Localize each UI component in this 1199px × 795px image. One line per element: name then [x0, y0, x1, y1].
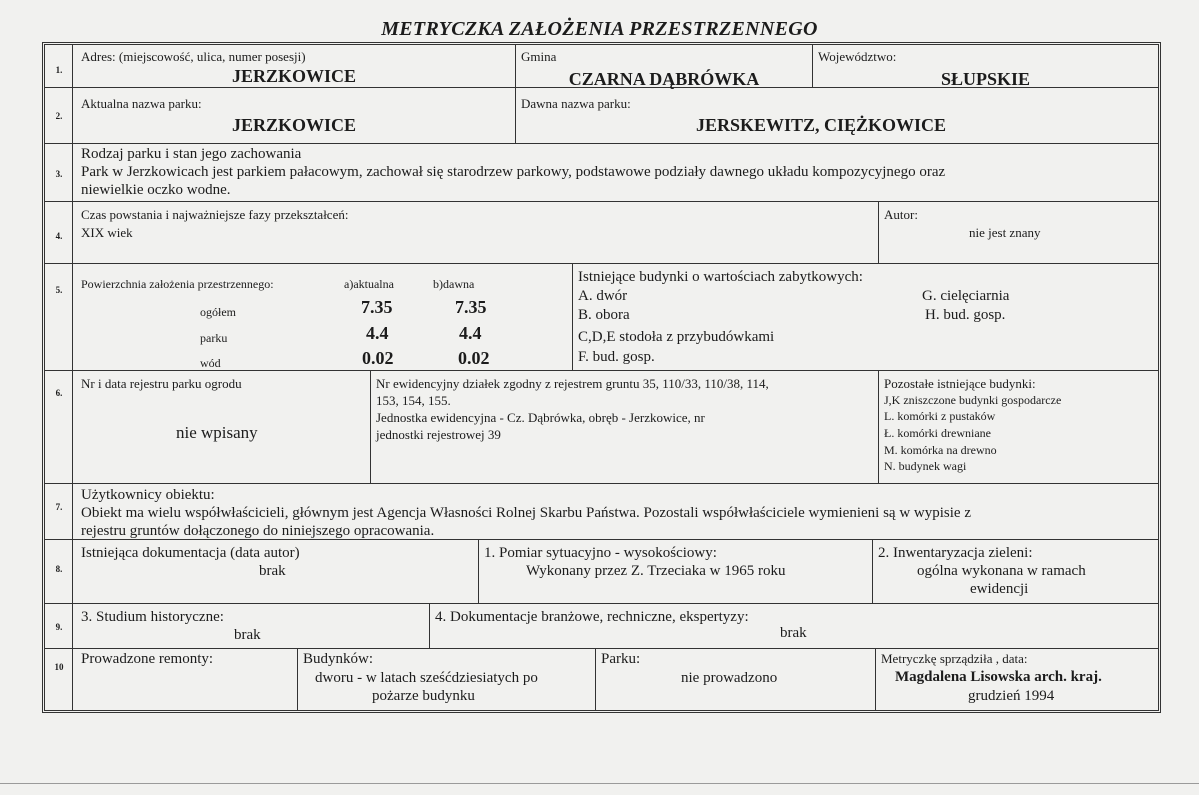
current-name-value: JERZKOWICE [231, 115, 357, 135]
row-number: 7. [55, 502, 63, 512]
area-value-former: 7.35 [455, 297, 487, 317]
column-divider [429, 603, 430, 648]
buildings-renovation-value: pożarze budynku [372, 688, 475, 704]
document-title: METRYCZKA ZAŁOŻENIA PRZESTRZENNEGO [381, 18, 818, 40]
historical-study-value: brak [234, 627, 261, 643]
area-value-former: 4.4 [459, 323, 482, 343]
parcel-text-line2: 153, 154, 155. [376, 393, 451, 408]
row-separator [45, 143, 1158, 144]
users-text-line1: Obiekt ma wielu współwłaścicieli, głównym jest Agencja Własności Rolnej Skarbu Państwa. Pozostali współwłaściciele wymienieni są w wypisie z [81, 505, 971, 521]
area-row-label: ogółem [200, 305, 236, 319]
historic-building-item: F. bud. gosp. [578, 349, 655, 365]
current-name-label: Aktualna nazwa parku: [81, 96, 202, 111]
area-column-a: a)aktualna [344, 277, 394, 291]
branch-docs-value: brak [780, 625, 807, 641]
row-number: 3. [55, 169, 63, 179]
greenery-inventory-label: 2. Inwentaryzacja zieleni: [878, 545, 1033, 561]
survey-value: Wykonany przez Z. Trzeciaka w 1965 roku [526, 563, 786, 579]
area-value-current: 0.02 [362, 348, 394, 368]
documentation-value: brak [259, 563, 286, 579]
row-number: 10 [54, 662, 64, 672]
prepared-by-date: grudzień 1994 [968, 688, 1055, 704]
former-name-label: Dawna nazwa parku: [521, 96, 631, 111]
period-label: Czas powstania i najważniejsze fazy przekształceń: [81, 207, 349, 222]
other-building-item: M. komórka na drewno [884, 443, 997, 457]
register-label: Nr i data rejestru parku ogrodu [81, 376, 242, 391]
parcel-text-line3: Jednostka ewidencyjna - Cz. Dąbrówka, obręb - Jerzkowice, nr [376, 410, 705, 425]
documentation-label: Istniejąca dokumentacja (data autor) [81, 545, 300, 561]
area-column-b: b)dawna [433, 277, 475, 291]
commune-label: Gmina [521, 49, 557, 64]
row-number: 6. [55, 388, 63, 398]
column-divider [878, 201, 879, 263]
users-text-line2: rejestru gruntów dołączonego do niniejszego opracowania. [81, 523, 435, 539]
parcel-text-line4: jednostki rejestrowej 39 [376, 427, 501, 442]
greenery-inventory-value: ewidencji [970, 581, 1029, 597]
author-label: Autor: [884, 207, 918, 222]
column-divider [875, 648, 876, 710]
column-divider [878, 370, 879, 483]
renovations-label: Prowadzone remonty: [81, 651, 214, 667]
column-divider [478, 539, 479, 603]
users-label: Użytkownicy obiektu: [81, 487, 215, 503]
former-name-value: JERSKEWITZ, CIĘŻKOWICE [696, 115, 947, 135]
row-number: 9. [55, 622, 63, 632]
other-building-item: L. komórki z pustaków [884, 409, 996, 423]
historic-building-item: A. dwór [578, 288, 628, 304]
area-value-former: 0.02 [458, 348, 490, 368]
prepared-by-label: Metryczkę sprządziła , data: [881, 651, 1028, 666]
row-number: 4. [55, 231, 63, 241]
buildings-renovation-label: Budynków: [303, 651, 374, 667]
row-separator [45, 201, 1158, 202]
record-table [42, 42, 1161, 713]
prepared-by-author: Magdalena Lisowska arch. kraj. [895, 669, 1102, 685]
row-number: 8. [55, 564, 63, 574]
row-separator [45, 648, 1158, 649]
voivodeship-label: Województwo: [818, 49, 897, 64]
survey-label: 1. Pomiar sytuacyjno - wysokościowy: [484, 545, 717, 561]
area-value-current: 4.4 [366, 323, 389, 343]
park-renovation-label: Parku: [601, 651, 641, 667]
historical-study-label: 3. Studium historyczne: [81, 609, 224, 625]
other-building-item: N. budynek wagi [884, 459, 967, 473]
area-value-current: 7.35 [361, 297, 393, 317]
historic-building-item: H. bud. gosp. [925, 307, 1006, 323]
parcel-text-line1: Nr ewidencyjny działek zgodny z rejestrem gruntu 35, 110/33, 110/38, 114, [376, 376, 769, 391]
park-type-text-line1: Park w Jerzkowicach jest parkiem pałacowym, zachował się starodrzew parkowy, podstawowe podziały dawnego układu kompozycyjnego oraz [81, 164, 946, 180]
other-building-item: J,K zniszczone budynki gospodarcze [884, 393, 1062, 407]
area-row-label: wód [200, 356, 221, 370]
other-building-item: Ł. komórki drewniane [884, 426, 991, 440]
page-edge-line [0, 783, 1199, 784]
voivodeship-value: SŁUPSKIE [940, 69, 1031, 89]
row-number: 2. [55, 111, 63, 121]
park-type-label: Rodzaj parku i stan jego zachowania [81, 146, 302, 162]
other-buildings-label: Pozostałe istniejące budynki: [884, 376, 1036, 391]
column-divider [370, 370, 371, 483]
historic-buildings-label: Istniejące budynki o wartościach zabytkowych: [578, 269, 863, 285]
column-divider [297, 648, 298, 710]
author-value: nie jest znany [969, 225, 1041, 240]
row-number: 5. [55, 285, 63, 295]
buildings-renovation-value: dworu - w latach sześćdziesiatych po [315, 670, 538, 686]
branch-docs-label: 4. Dokumentacje branżowe, rechniczne, ekspertyzy: [435, 609, 749, 625]
area-row-label: parku [200, 331, 228, 345]
historic-building-item: G. cielęciarnia [922, 288, 1010, 304]
row-separator [45, 603, 1158, 604]
period-value: XIX wiek [81, 225, 133, 240]
park-renovation-value: nie prowadzono [681, 670, 778, 686]
greenery-inventory-value: ogólna wykonana w ramach [917, 563, 1086, 579]
number-column-divider [72, 45, 73, 710]
column-divider [572, 263, 573, 370]
area-label: Powierzchnia założenia przestrzennego: [81, 277, 274, 291]
row-separator [45, 483, 1158, 484]
address-value: JERZKOWICE [231, 66, 357, 86]
column-divider [595, 648, 596, 710]
column-divider [872, 539, 873, 603]
address-label: Adres: (miejscowość, ulica, numer posesji) [81, 49, 306, 64]
historic-building-item: C,D,E stodoła z przybudówkami [578, 329, 775, 345]
row-number: 1. [55, 65, 63, 75]
column-divider [515, 87, 516, 143]
park-type-text-line2: niewielkie oczko wodne. [81, 182, 231, 198]
historic-building-item: B. obora [578, 307, 630, 323]
register-value: nie wpisany [176, 423, 258, 442]
commune-value: CZARNA DĄBRÓWKA [568, 69, 760, 89]
row-separator [45, 263, 1158, 264]
